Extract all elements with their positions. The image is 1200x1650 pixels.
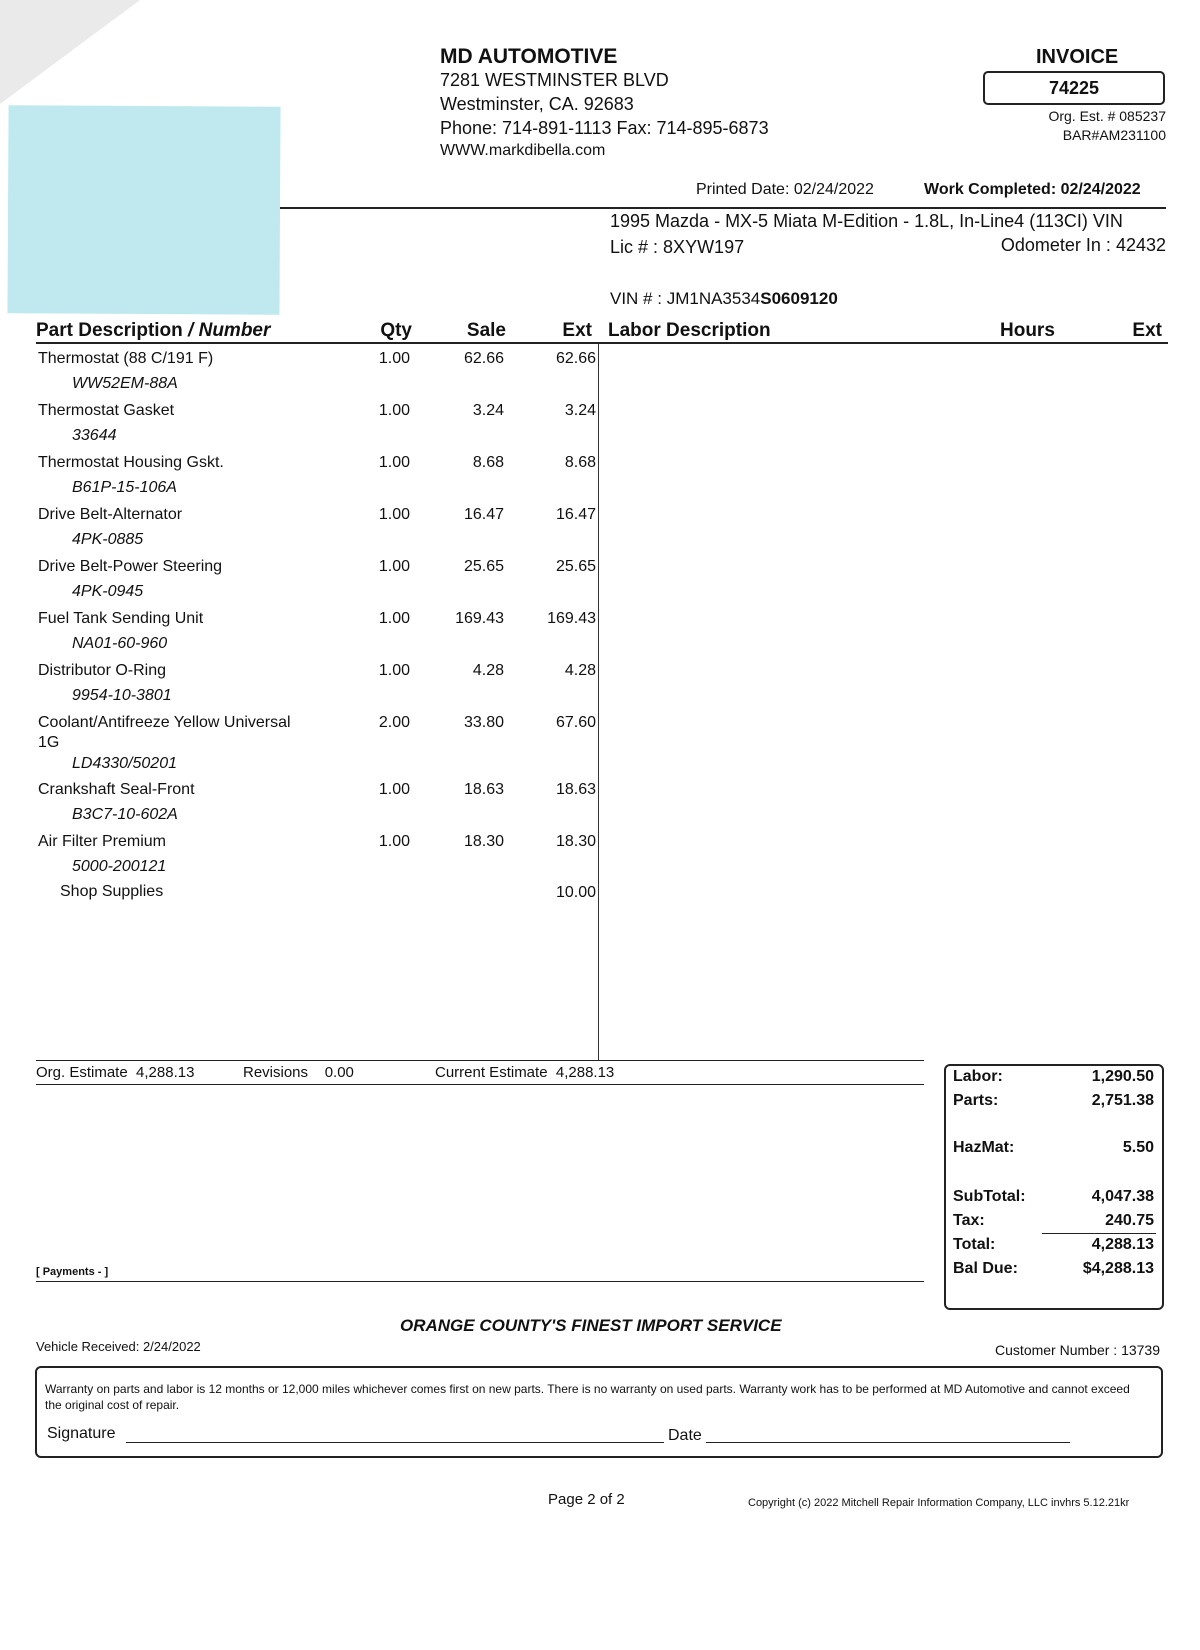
col-labor-ext: Ext (1132, 320, 1162, 341)
hazmat-total: 5.50 (1122, 1139, 1154, 1156)
part-qty: 1.00 (378, 833, 410, 850)
org-estimate-value: 4,288.13 (136, 1064, 195, 1081)
part-qty: 1.00 (378, 610, 410, 627)
part-qty: 1.00 (378, 506, 410, 523)
part-description: Drive Belt-Power Steering (38, 558, 223, 575)
col-labor-description: Labor Description (608, 320, 771, 341)
sticky-note (7, 105, 280, 314)
org-est-number: Org. Est. # 085237 (1048, 108, 1166, 124)
part-sale: 25.65 (463, 558, 504, 575)
total-value: 4,288.13 (1091, 1236, 1154, 1253)
part-number: 33644 (72, 427, 117, 444)
parts-label: Parts: (953, 1092, 999, 1109)
vin-label: VIN # : (610, 289, 662, 308)
invoice-number-box (983, 71, 1165, 105)
part-description: Thermostat (88 C/191 F) (38, 350, 214, 367)
part-ext: 25.65 (555, 558, 596, 575)
vehicle-received: Vehicle Received: 2/24/2022 (36, 1339, 201, 1354)
part-ext: 8.68 (564, 454, 596, 471)
subtotal-value: 4,047.38 (1091, 1188, 1154, 1205)
part-ext: 62.66 (555, 350, 596, 367)
part-description: Thermostat Gasket (38, 402, 175, 419)
signature-label: Signature (47, 1425, 116, 1442)
parts-labor-divider (598, 344, 599, 1060)
part-number: 4PK-0885 (72, 531, 144, 548)
part-number: NA01-60-960 (72, 635, 168, 652)
revisions-label: Revisions (243, 1064, 309, 1081)
part-sale: 169.43 (455, 610, 504, 627)
part-qty: 2.00 (378, 714, 410, 731)
work-completed: Work Completed: 02/24/2022 (924, 181, 1141, 198)
vin-prefix: JM1NA3534 (666, 289, 761, 308)
part-description: Fuel Tank Sending Unit (38, 610, 204, 627)
tax-value: 240.75 (1105, 1212, 1154, 1229)
part-ext: 169.43 (547, 610, 596, 627)
total-label: Total: (953, 1236, 996, 1253)
part-sale: 8.68 (472, 454, 504, 471)
invoice-label: INVOICE (1036, 46, 1119, 68)
estimate-top-line (36, 1060, 924, 1061)
page-number: Page 2 of 2 (548, 1491, 625, 1508)
odometer-label: Odometer In : (1000, 235, 1111, 255)
col-ext: Ext (562, 320, 592, 341)
part-description: Distributor O-Ring (38, 662, 167, 679)
part-sale: 18.63 (463, 781, 504, 798)
tax-label: Tax: (953, 1212, 985, 1229)
part-description: Crankshaft Seal-Front (38, 781, 195, 798)
customer-number: Customer Number : 13739 (995, 1342, 1160, 1358)
part-number: WW52EM-88A (72, 375, 178, 392)
part-qty: 1.00 (378, 781, 410, 798)
odometer-value: 42432 (1115, 235, 1166, 255)
current-estimate-label: Current Estimate (435, 1064, 548, 1081)
col-hours: Hours (1000, 320, 1055, 341)
balance-due-value: $4,288.13 (1082, 1260, 1154, 1277)
part-sale: 3.24 (472, 402, 504, 419)
col-qty: Qty (380, 320, 412, 341)
part-ext: 18.30 (555, 833, 596, 850)
labor-label: Labor: (953, 1068, 1003, 1085)
part-number: 5000-200121 (72, 858, 167, 875)
part-sale: 16.47 (463, 506, 504, 523)
part-sale: 33.80 (463, 714, 504, 731)
part-number: B61P-15-106A (72, 479, 177, 496)
part-qty: 1.00 (378, 454, 410, 471)
col-sale: Sale (466, 320, 506, 341)
copyright: Copyright (c) 2022 Mitchell Repair Information Company, LLC invhrs 5.12.21kr (748, 1497, 1130, 1509)
part-number: 4PK-0945 (72, 583, 144, 600)
part-qty: 1.00 (378, 350, 410, 367)
part-sale: 62.66 (463, 350, 504, 367)
part-sale: 4.28 (472, 662, 504, 679)
current-estimate (435, 1064, 614, 1081)
payments-line (36, 1281, 924, 1282)
part-description-continued: 1G (38, 734, 60, 751)
total-divider (1042, 1233, 1156, 1234)
revisions-value: 0.00 (324, 1064, 354, 1081)
payments-label: [ Payments - ] (36, 1266, 109, 1278)
license-value: 8XYW197 (663, 237, 745, 257)
folded-corner (0, 0, 140, 104)
current-estimate-value: 4,288.13 (555, 1064, 615, 1081)
revisions (243, 1064, 354, 1081)
shop-website: WWW.markdibella.com (440, 142, 606, 159)
part-sale: 18.30 (463, 833, 504, 850)
date-line[interactable] (706, 1442, 1070, 1443)
part-description: Drive Belt-Alternator (38, 506, 183, 523)
date-label: Date (668, 1427, 702, 1444)
license (610, 237, 744, 258)
part-qty: 1.00 (378, 662, 410, 679)
part-ext: 67.60 (555, 714, 596, 731)
invoice-number: 74225 (1048, 77, 1100, 98)
vin-suffix: S0609120 (760, 289, 838, 308)
part-ext: 4.28 (564, 662, 596, 679)
tagline: ORANGE COUNTY'S FINEST IMPORT SERVICE (400, 1316, 782, 1335)
hazmat-label: HazMat: (953, 1139, 1015, 1156)
part-description: Coolant/Antifreeze Yellow Universal (38, 714, 291, 731)
col-number-label: / Number (188, 320, 271, 341)
shop-supplies-ext: 10.00 (555, 884, 596, 901)
parts-total: 2,751.38 (1091, 1092, 1154, 1109)
warranty-text: Warranty on parts and labor is 12 months or 12,000 miles whichever comes first on new parts. There is no warranty on used parts. Warranty work has to be performed at MD Automotive and cannot exceed the original cost of repair. (45, 1382, 1130, 1412)
part-description: Thermostat Housing Gskt. (38, 454, 224, 471)
shop-address: 7281 WESTMINSTER BLVD (440, 70, 669, 90)
part-number: 9954-10-3801 (72, 687, 172, 704)
part-qty: 1.00 (378, 402, 410, 419)
vin (610, 289, 838, 309)
col-part-description (36, 320, 270, 342)
bar-number: BAR#AM231100 (1062, 127, 1166, 143)
part-ext: 16.47 (555, 506, 596, 523)
shop-name: MD AUTOMOTIVE (440, 45, 618, 68)
odometer (980, 235, 1166, 256)
column-header-underline (36, 342, 1168, 344)
part-number: LD4330/50201 (72, 755, 177, 772)
col-part-description-label: Part Description (36, 320, 183, 341)
shop-phone-fax: Phone: 714-891-1113 Fax: 714-895-6873 (440, 118, 769, 138)
vehicle-description: 1995 Mazda - MX-5 Miata M-Edition - 1.8L, In-Line4 (113CI) VIN (610, 211, 1123, 231)
part-description: Air Filter Premium (38, 833, 167, 850)
estimate-bottom-line (36, 1084, 924, 1085)
org-estimate (36, 1064, 194, 1081)
part-number: B3C7-10-602A (72, 806, 178, 823)
printed-date: Printed Date: 02/24/2022 (696, 181, 874, 198)
shop-city: Westminster, CA. 92683 (440, 94, 634, 114)
labor-total: 1,290.50 (1091, 1068, 1154, 1085)
header-divider (280, 207, 1166, 209)
part-qty: 1.00 (378, 558, 410, 575)
part-ext: 18.63 (555, 781, 596, 798)
subtotal-label: SubTotal: (953, 1188, 1026, 1205)
shop-supplies-label: Shop Supplies (60, 883, 164, 900)
part-ext: 3.24 (564, 402, 596, 419)
org-estimate-label: Org. Estimate (36, 1064, 128, 1081)
license-label: Lic # : (610, 237, 659, 257)
balance-due-label: Bal Due: (953, 1260, 1018, 1277)
signature-line[interactable] (126, 1442, 664, 1443)
